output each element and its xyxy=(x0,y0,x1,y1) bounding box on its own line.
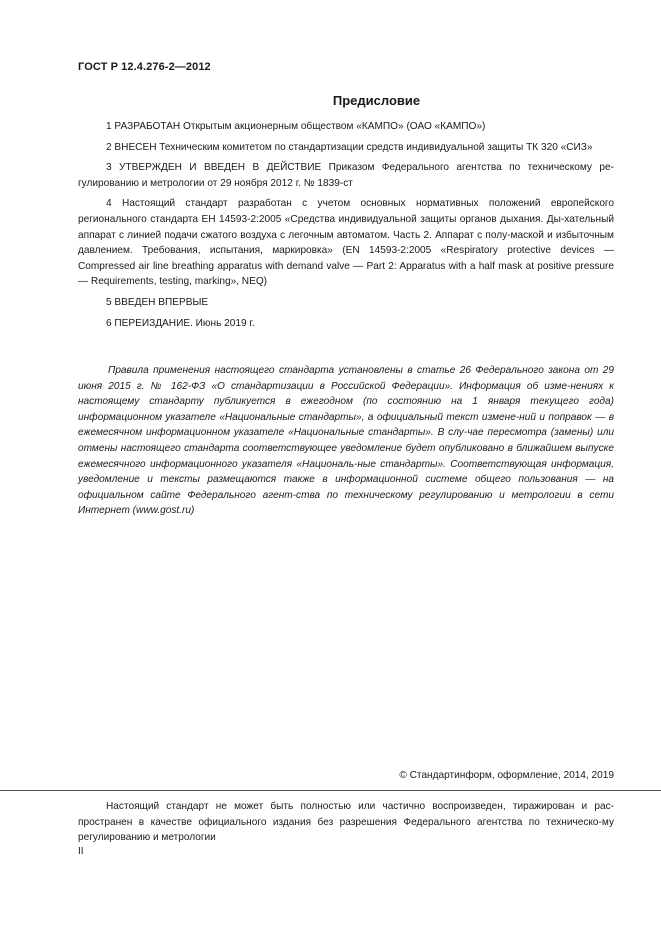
page-number: II xyxy=(78,846,84,857)
document-code: ГОСТ Р 12.4.276-2—2012 xyxy=(78,61,211,73)
separator-line xyxy=(0,790,661,791)
standard-application-notice xyxy=(78,363,614,519)
copyright-notice: © Стандартинформ, оформление, 2014, 2019 xyxy=(399,770,614,781)
foreword-item-5: 5 ВВЕДЕН ВПЕРВЫЕ xyxy=(106,296,209,308)
foreword-item-2: 2 ВНЕСЕН Техническим комитетом по стандартизации средств индивидуальной защиты ТК 320 «СИЗ» xyxy=(106,141,593,153)
foreword-item-3: 3 УТВЕРЖДЕН И ВВЕДЕН В ДЕЙСТВИЕ Приказом Федерального агентства по техническому ре-гулированию и метрологии от 29 ноября 2012 г. № 1839-ст xyxy=(78,162,614,189)
foreword-section xyxy=(78,119,614,336)
foreword-item-4: 4 Настоящий стандарт разработан с учетом основных нормативных положений европейского регионального стандарта ЕН 14593-2:2005 «Средства индивидуальной защиты органов дыхания. Ды-хательный аппарат с линией подачи сжатого воздуха с легочным автоматом. Часть 2. Аппарат с полу-маской и избыточным давлением. Требования, испытания, маркировка» (EN 14593-2:2005 «Respiratory protective devices — Compressed air line breathing apparatus with demand valve — Part 2: Apparatus with a half mask at positive pressure — Requirements, testing, marking», NEQ) xyxy=(78,198,614,288)
reproduction-notice xyxy=(78,799,614,846)
reproduction-text: Настоящий стандарт не может быть полностью или частично воспроизведен, тиражирован и рас-пространен в качестве официального издания без разрешения Федерального агентства по техническо-му регулированию и метрологии xyxy=(78,801,614,844)
foreword-item-1: 1 РАЗРАБОТАН Открытым акционерным обществом «КАМПО» (ОАО «КАМПО») xyxy=(106,121,486,132)
foreword-title: Предисловие xyxy=(332,93,421,108)
notice-text: Правила применения настоящего стандарта установлены в статье 26 Федерального закона от 29 июня 2015 г. № 162-ФЗ «О стандартизации в Российской Федерации». Информация об изме-нениях к настоящему стандарту публикуется в ежегодном (по состоянию на 1 января текущего года) информационном указателе «Национальные стандарты», а официальный текст измене-ний и поправок — в ежемесячном информационном указателе «Национальные стандарты». В слу-чае пересмотра (замены) или отмены настоящего стандарта соответствующее уведомление будет опубликовано в ближайшем выпуске ежемесячного информационного указателя «Националь-ные стандарты». Соответствующая информация, уведомление и тексты размещаются также в информационной системе общего пользования — на официальном сайте Федерального агент-ства по техническому регулированию и метрологии в сети Интернет (www.gost.ru) xyxy=(78,365,614,517)
foreword-item-6: 6 ПЕРЕИЗДАНИЕ. Июнь 2019 г. xyxy=(106,317,255,329)
